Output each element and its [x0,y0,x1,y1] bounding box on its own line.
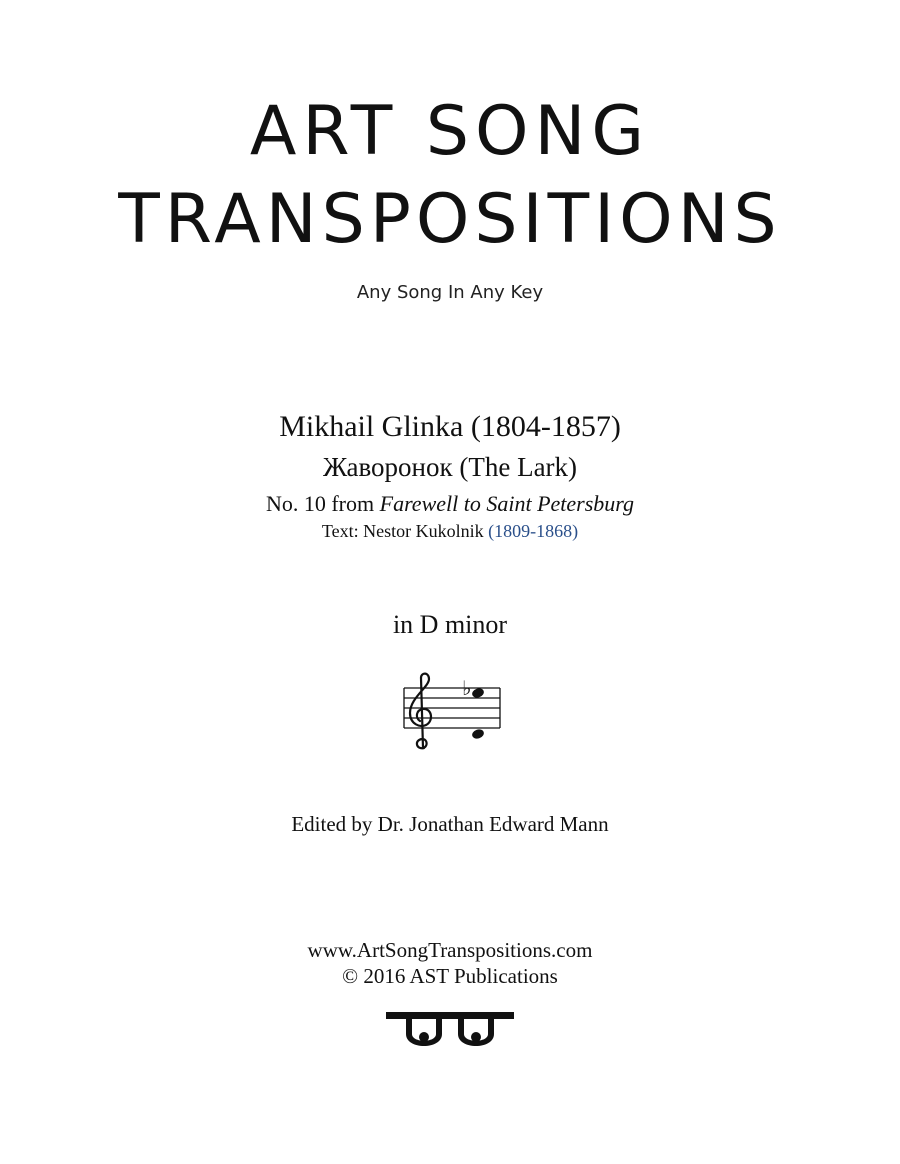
collection-line [0,491,900,517]
website-link[interactable]: www.ArtSongTranspositions.com [307,938,593,962]
vocal-range-staff [398,668,504,756]
brand-title-line-1: ART SONG [249,92,651,171]
brand-title-line-2: TRANSPOSITIONS [118,180,782,259]
treble-clef-icon [410,674,431,749]
copyright-notice: © 2016 AST Publications [342,964,558,988]
text-credit-line [0,521,900,542]
collection-prefix: No. 10 from [265,491,380,516]
text-credit-dates: (1809-1868) [488,521,579,541]
composer-name: Mikhail Glinka (1804-1857) [279,410,621,443]
text-credit-author: Text: Nestor Kukolnik [321,521,489,541]
flat-accidental: ♭ [462,676,472,700]
song-title: Жаворонок (The Lark) [322,452,578,482]
key-label: in D minor [392,610,508,639]
brand-tagline: Any Song In Any Key [356,282,544,303]
upper-note-head [471,687,485,699]
editor-credit: Edited by Dr. Jonathan Edward Mann [291,812,609,836]
publisher-logo-icon [384,1010,516,1058]
lower-note-head [471,728,485,740]
collection-work-title: Farewell to Saint Petersburg [379,491,635,516]
